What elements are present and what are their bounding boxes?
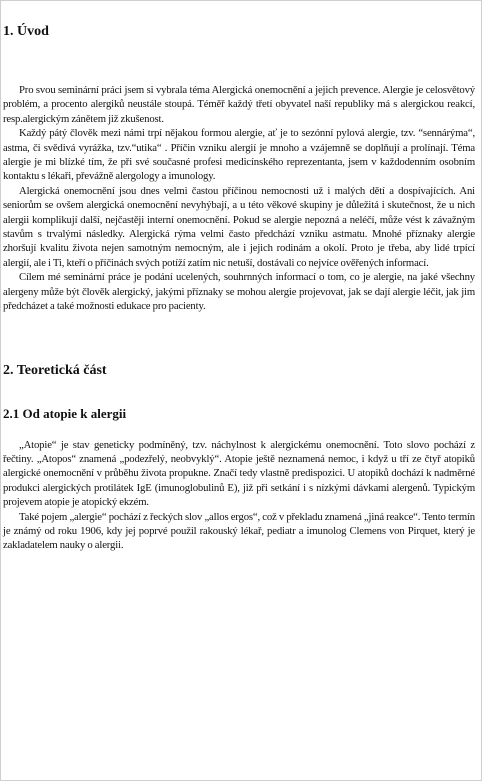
paragraph: „Atopie“ je stav geneticky podmíněný, tzv. náchylnost k alergickému onemocnění. Toto slovo pochází z řečtiny. „Atopos“ znamená „podezřelý, neobvyklý“. Atopie ještě neznamená nemoc, i když u tří ze čtyř atopiků alergické onemocnění v průběhu života propukne. Značí tedy vlastně predispozici. U atopiků dochází k nadměrné produkci alergických protilátek IgE (imunoglobulinů E), již při setkání i s nízkými dávkami alergenů. Typickým projevem atopie je atopický ekzém.	[3, 438, 475, 509]
section-heading-uvod: 1. Úvod	[3, 24, 49, 39]
subsection-heading-od-atopie-k-alergii: 2.1 Od atopie k alergii	[3, 405, 127, 421]
paragraph: Každý pátý člověk mezi námi trpí nějakou formou alergie, ať je to sezónní pylová alergie, tzv. “sennárýma“, astma, či svědivá vyrážka, tzv.“utika“ . Příčin vzniku alergií je mnoho a vzájemně se doplňují a prolínají. Téma alergie je mi blízké tím, že při své současné profesi medicínského reprezentanta, jsem v každodenním osobním kontaktu s lékaři, převážně alergology a imunology.	[3, 127, 475, 183]
paragraph: Cílem mé seminární práce je podání ucelených, souhrnných informací o tom, co je alergie, na jaké všechny alergeny může být člověk alergický, jakými příznaky se mohou alergie projevovat, jak se dají alergie léčit, jak jim předcházet a také možnosti edukace pro pacienty.	[3, 271, 475, 313]
paragraph: Pro svou seminární práci jsem si vybrala téma Alergická onemocnění a jejich prevence. Alergie je celosvětový problém, a procento alergiků neustále stoupá. Téměř každý třetí obyvatel naší republiky má s alergickou reakcí, resp.alergickým zánětem již zkušenost.	[3, 84, 475, 125]
section-heading-teoreticka-cast: 2. Teoretická část	[3, 362, 107, 378]
paragraph: Alergická onemocnění jsou dnes velmi častou příčinou nemocnosti už i malých dětí a dospívajících. Ani seniorům se ovšem alergická onemocnění nevyhýbají, a u této věkové skupiny je důležitá i skutečnost, že u nich alergii komplikují další, nejčastěji interní onemocnění. Pokud se alergie nepozná a neléčí, může vést k závažným stavům s trvalými následky. Alergická rýma velmi často předchází vzniku astmatu. Mnohé příznaky alergie zhoršují kvalitu života nejen samotným nemocným, ale i jejich rodinám a okolí. Proto je třeba, aby lidé trpící alergií, ale i Ti, kteří o příčinách svých potíží zatím nic netuší, dostávali co nejvíce ověřených informací.	[3, 184, 475, 269]
section-spacer	[3, 314, 475, 362]
document-content	[3, 23, 475, 553]
paragraph: Také pojem „alergie“ pochází z řeckých slov „allos ergos“, což v překladu znamená „jiná reakce“. Tento termín je známý od roku 1906, kdy jej poprvé použil rakouský lékař, pediatr a imunolog Clemens von Pirquet, který je zakladatelem nauky o alergii.	[3, 510, 475, 552]
